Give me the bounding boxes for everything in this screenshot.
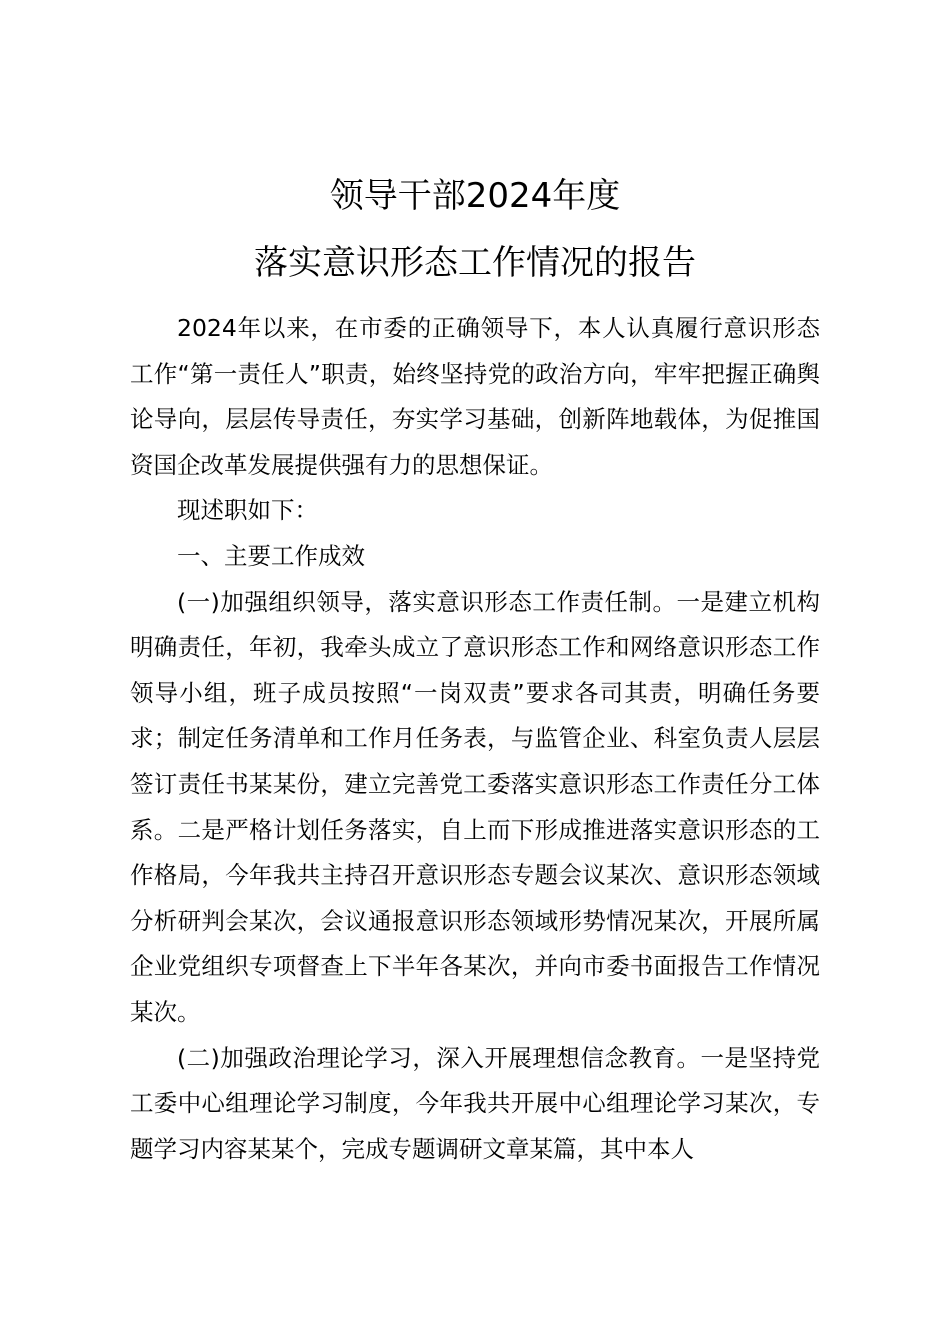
paragraph-report-lead: 现述职如下： bbox=[177, 496, 318, 525]
document-title-line-1: 领导干部2024年度 bbox=[329, 176, 621, 216]
document-title-line-2: 落实意识形态工作情况的报告 bbox=[254, 243, 696, 283]
paragraph-intro: 2024年以来，在市委的正确领导下，本人认真履行意识形态工作“第一责任人”职责，始终坚持党的政治方向，牢牢把握正确舆论导向，层层传导责任，夯实学习基础，创新阵地载体，为促推国资国企改革发展提供强有力的思想保证。 bbox=[130, 314, 820, 479]
paragraph-political-theory-study: (二)加强政治理论学习，深入开展理想信念教育。一是坚持党工委中心组理论学习制度，今年我共开展中心组理论学习某次，专题学习内容某某个，完成专题调研文章某篇，其中本人 bbox=[130, 1043, 820, 1163]
paragraph-organization-leadership: (一)加强组织领导，落实意识形态工作责任制。一是建立机构明确责任，年初，我牵头成立了意识形态工作和网络意识形态工作领导小组，班子成员按照“一岗双责”要求各司其责，明确任务要求；制定任务清单和工作月任务表，与监管企业、科室负责人层层签订责任书某某份，建立完善党工委落实意识形态工作责任分工体系。二是严格计划任务落实，自上而下形成推进落实意识形态的工作格局，今年我共主持召开意识形态专题会议某次、意识形态领域分析研判会某次，会议通报意识形态领域形势情况某次，开展所属企业党组织专项督查上下半年各某次，并向市委书面报告工作情况某次。 bbox=[130, 587, 820, 1026]
section-heading-main-achievements: 一、主要工作成效 bbox=[177, 541, 365, 570]
document-body bbox=[130, 306, 820, 1172]
